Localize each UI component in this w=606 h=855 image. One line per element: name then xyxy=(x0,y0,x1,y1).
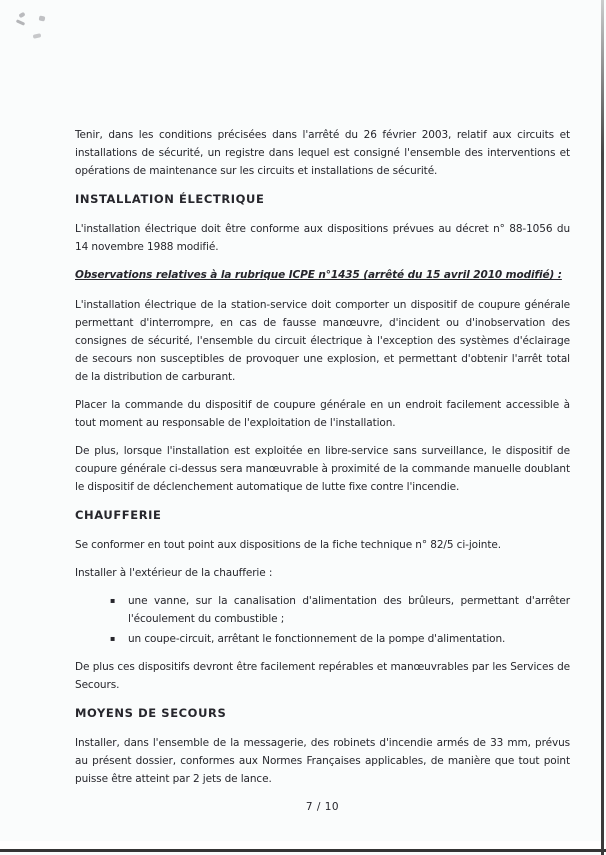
paragraph-libre-service: De plus, lorsque l'installation est exploitée en libre-service sans surveillance, le dispositif de coupure générale ci-dessus sera manœuvrable à proximité de la commande manuelle doublant le dispositif de déclenchement automatique de lutte fixe contre l'incendie. xyxy=(75,445,570,493)
paragraph-robinets-incendie: Installer, dans l'ensemble de la messagerie, des robinets d'incendie armés de 33 mm, prévus au présent dossier, conformes aux Normes Françaises applicables, de manière que tout point puisse être atteint par 2 jets de lance. xyxy=(75,737,570,785)
paragraph-fiche-technique: Se conformer en tout point aux dispositions de la fiche technique n° 82/5 ci-jointe. xyxy=(75,539,501,551)
paragraph-reperables: De plus ces dispositifs devront être facilement repérables et manœuvrables par les Services de Secours. xyxy=(75,661,570,691)
subheading-observations-icpe-1435: Observations relatives à la rubrique ICPE n°1435 (arrêté du 15 avril 2010 modifié) : xyxy=(75,269,562,281)
heading-moyens-de-secours: MOYENS DE SECOURS xyxy=(75,706,227,720)
list-item-vanne xyxy=(75,592,570,628)
bullet-list-chaufferie xyxy=(75,592,570,648)
list-item-text: un coupe-circuit, arrêtant le fonctionnement de la pompe d'alimentation. xyxy=(128,633,506,645)
heading-chaufferie: CHAUFFERIE xyxy=(75,508,162,522)
page-number: 7 / 10 xyxy=(305,801,340,813)
bullet-square-icon: ▪ xyxy=(110,596,116,605)
paragraph-installer-exterieur: Installer à l'extérieur de la chaufferie : xyxy=(75,567,273,579)
list-item-coupe-circuit xyxy=(75,630,570,648)
paragraph-commande-coupure: Placer la commande du dispositif de coupure générale en un endroit facilement accessible à tout moment au responsable de l'exploitation de l'installation. xyxy=(75,399,570,429)
scan-edge-bottom xyxy=(0,849,606,852)
paragraph-dispositif-coupure: L'installation électrique de la station-service doit comporter un dispositif de coupure générale permettant d'interrompre, en cas de fausse manœuvre, d'incident ou d'inobservation des consignes de sécurité, l'ensemble du circuit électrique à l'exception des systèmes d'éclairage de secours non susceptibles de provoquer une explosion, et permettant d'obtenir l'arrêt total de la distribution de carburant. xyxy=(75,299,570,383)
scan-edge-right xyxy=(601,0,604,855)
list-item-text: une vanne, sur la canalisation d'alimentation des brûleurs, permettant d'arrêter l'écoulement du combustible ; xyxy=(128,595,570,625)
heading-installation-electrique: INSTALLATION ÉLECTRIQUE xyxy=(75,192,265,206)
bullet-square-icon: ▪ xyxy=(110,634,116,643)
paragraph-registre-securite: Tenir, dans les conditions précisées dans l'arrêté du 26 février 2003, relatif aux circuits et installations de sécurité, un registre dans lequel est consigné l'ensemble des interventions et opérations de maintenance sur les circuits et installations de sécurité. xyxy=(75,129,570,177)
scan-bottom-strip xyxy=(0,841,606,849)
paragraph-decret-88-1056: L'installation électrique doit être conforme aux dispositions prévues au décret n° 88-1056 du 14 novembre 1988 modifié. xyxy=(75,223,570,253)
